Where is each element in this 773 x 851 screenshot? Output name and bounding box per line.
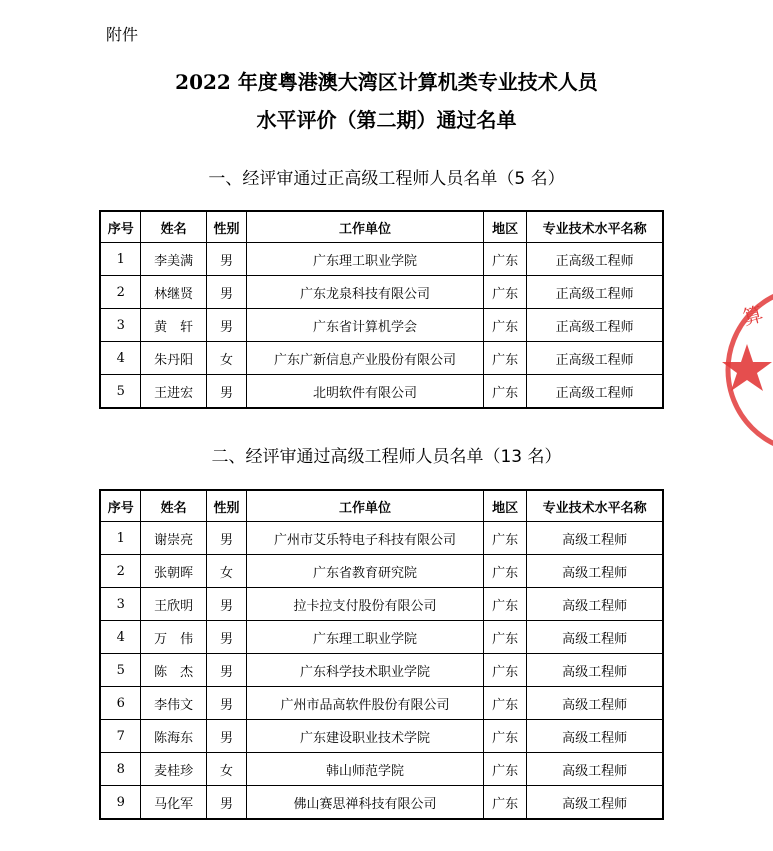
cell-title: 正高级工程师	[527, 243, 663, 276]
cell-region: 广东	[483, 309, 526, 342]
engineer-table	[99, 489, 664, 820]
cell-gender: 男	[206, 375, 246, 409]
table-row	[100, 753, 663, 786]
cell-name: 陈海东	[141, 720, 206, 753]
cell-name: 麦桂珍	[141, 753, 206, 786]
senior-engineer-table	[99, 210, 664, 409]
cell-title: 高级工程师	[527, 522, 663, 555]
header-name: 姓名	[141, 211, 206, 243]
cell-gender: 男	[206, 720, 246, 753]
cell-region: 广东	[483, 621, 526, 654]
table-row	[100, 342, 663, 375]
table-row	[100, 621, 663, 654]
header-region: 地区	[483, 211, 526, 243]
table-row	[100, 588, 663, 621]
cell-region: 广东	[483, 786, 526, 820]
cell-org: 广东理工职业学院	[247, 243, 484, 276]
cell-name: 谢崇亮	[141, 522, 206, 555]
cell-region: 广东	[483, 243, 526, 276]
header-org: 工作单位	[247, 211, 484, 243]
cell-no: 3	[100, 309, 141, 342]
header-name: 姓名	[141, 490, 206, 522]
cell-region: 广东	[483, 753, 526, 786]
cell-title: 高级工程师	[527, 588, 663, 621]
cell-org: 广东广新信息产业股份有限公司	[247, 342, 484, 375]
cell-region: 广东	[483, 720, 526, 753]
table-row	[100, 555, 663, 588]
cell-title: 高级工程师	[527, 687, 663, 720]
cell-name: 朱丹阳	[141, 342, 206, 375]
table-header-row	[100, 211, 663, 243]
header-title: 专业技术水平名称	[527, 211, 663, 243]
cell-name: 马化军	[141, 786, 206, 820]
cell-no: 6	[100, 687, 141, 720]
cell-title: 高级工程师	[527, 621, 663, 654]
cell-title: 高级工程师	[527, 786, 663, 820]
cell-no: 1	[100, 243, 141, 276]
cell-name: 万 伟	[141, 621, 206, 654]
cell-org: 广东建设职业技术学院	[247, 720, 484, 753]
cell-no: 4	[100, 342, 141, 375]
header-no: 序号	[100, 211, 141, 243]
cell-region: 广东	[483, 687, 526, 720]
cell-name: 林继贤	[141, 276, 206, 309]
cell-no: 2	[100, 276, 141, 309]
official-seal-stamp	[715, 290, 773, 450]
attachment-label: 附件	[106, 25, 139, 44]
cell-org: 拉卡拉支付股份有限公司	[247, 588, 484, 621]
cell-org: 广州市艾乐特电子科技有限公司	[247, 522, 484, 555]
document-title-line1: 2022 年度粤港澳大湾区计算机类专业技术人员	[175, 70, 598, 94]
cell-no: 9	[100, 786, 141, 820]
document-title-line2: 水平评价（第二期）通过名单	[256, 108, 517, 132]
cell-gender: 男	[206, 654, 246, 687]
cell-no: 5	[100, 375, 141, 409]
cell-region: 广东	[483, 342, 526, 375]
cell-org: 广东龙泉科技有限公司	[247, 276, 484, 309]
table-row	[100, 309, 663, 342]
cell-title: 高级工程师	[527, 753, 663, 786]
cell-no: 5	[100, 654, 141, 687]
cell-region: 广东	[483, 555, 526, 588]
cell-org: 韩山师范学院	[247, 753, 484, 786]
cell-gender: 女	[206, 342, 246, 375]
cell-region: 广东	[483, 588, 526, 621]
cell-org: 广东理工职业学院	[247, 621, 484, 654]
table-row	[100, 522, 663, 555]
cell-no: 7	[100, 720, 141, 753]
cell-name: 王欣明	[141, 588, 206, 621]
cell-name: 张朝晖	[141, 555, 206, 588]
header-region: 地区	[483, 490, 526, 522]
cell-gender: 男	[206, 687, 246, 720]
cell-no: 8	[100, 753, 141, 786]
cell-title: 正高级工程师	[527, 342, 663, 375]
section1-heading: 一、经评审通过正高级工程师人员名单（5 名）	[208, 169, 565, 189]
cell-org: 广州市品高软件股份有限公司	[247, 687, 484, 720]
cell-org: 广东省教育研究院	[247, 555, 484, 588]
cell-org: 广东科学技术职业学院	[247, 654, 484, 687]
table-header-row	[100, 490, 663, 522]
header-gender: 性别	[206, 490, 246, 522]
cell-name: 黄 轩	[141, 309, 206, 342]
header-no: 序号	[100, 490, 141, 522]
cell-region: 广东	[483, 375, 526, 409]
cell-title: 高级工程师	[527, 720, 663, 753]
cell-title: 正高级工程师	[527, 309, 663, 342]
cell-gender: 男	[206, 243, 246, 276]
seal-text: 算	[740, 301, 766, 330]
cell-name: 王进宏	[141, 375, 206, 409]
cell-title: 高级工程师	[527, 654, 663, 687]
cell-org: 北明软件有限公司	[247, 375, 484, 409]
cell-region: 广东	[483, 276, 526, 309]
cell-region: 广东	[483, 522, 526, 555]
section2-heading: 二、经评审通过高级工程师人员名单（13 名）	[211, 447, 562, 467]
table-row	[100, 375, 663, 409]
cell-name: 陈 杰	[141, 654, 206, 687]
cell-region: 广东	[483, 654, 526, 687]
cell-no: 3	[100, 588, 141, 621]
header-org: 工作单位	[247, 490, 484, 522]
header-title: 专业技术水平名称	[527, 490, 663, 522]
table-row	[100, 687, 663, 720]
table-row	[100, 243, 663, 276]
cell-gender: 女	[206, 555, 246, 588]
table-row	[100, 654, 663, 687]
cell-name: 李美满	[141, 243, 206, 276]
cell-gender: 男	[206, 522, 246, 555]
cell-gender: 男	[206, 786, 246, 820]
header-gender: 性别	[206, 211, 246, 243]
cell-gender: 男	[206, 588, 246, 621]
cell-no: 1	[100, 522, 141, 555]
table-row	[100, 276, 663, 309]
cell-gender: 男	[206, 309, 246, 342]
cell-title: 正高级工程师	[527, 375, 663, 409]
cell-org: 佛山赛思禅科技有限公司	[247, 786, 484, 820]
table-row	[100, 786, 663, 820]
cell-title: 高级工程师	[527, 555, 663, 588]
cell-gender: 男	[206, 276, 246, 309]
cell-no: 4	[100, 621, 141, 654]
cell-org: 广东省计算机学会	[247, 309, 484, 342]
cell-gender: 男	[206, 621, 246, 654]
cell-title: 正高级工程师	[527, 276, 663, 309]
cell-name: 李伟文	[141, 687, 206, 720]
cell-no: 2	[100, 555, 141, 588]
cell-gender: 女	[206, 753, 246, 786]
table-row	[100, 720, 663, 753]
